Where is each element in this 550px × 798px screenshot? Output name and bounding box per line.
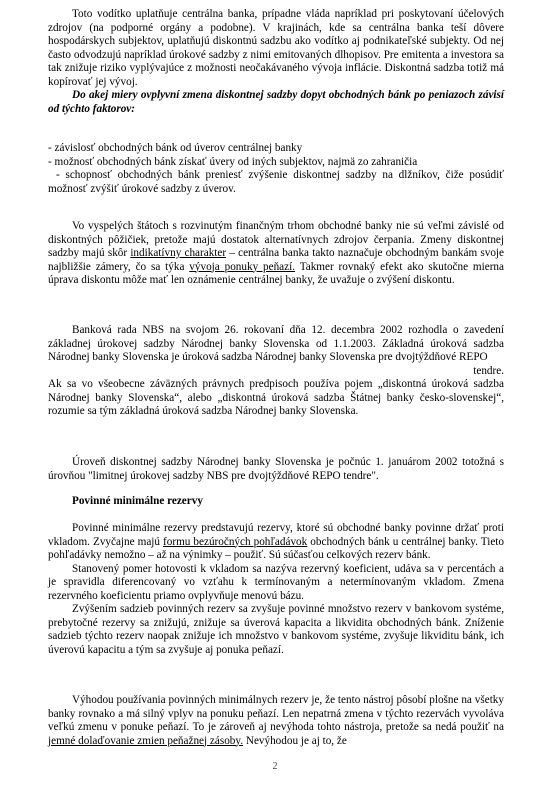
underlined-term: vývoja ponuky peňazí.: [189, 260, 296, 273]
paragraph-level: [48, 456, 504, 483]
paragraph-intro: [48, 8, 504, 116]
list-item: - možnosť obchodných bánk získať úvery od iných subjektov, najmä zo zahraničia: [48, 155, 418, 168]
section-heading: Povinné minimálne rezervy: [72, 495, 203, 507]
question-heading: Do akej miery ovplyvní zmena diskontnej sadzby dopyt obchodných bánk po peniazoch závisí od týchto faktorov:: [48, 89, 504, 115]
paragraph-text: Vo vyspelých štátoch s rozvinutým finančným trhom obchodné banky nie sú veľmi závislé od diskontných pôžičiek, pretože majú dostatok alternatívnych zdrojov čerpania. Zmeny diskontnej sadzby majú skôr: [48, 220, 504, 259]
paragraph-text: Výhodou používania povinných minimálnych rezerv je, že tento nástroj pôsobí plošne na všetky banky rovnako a má silný vplyv na ponuku peňazí. Len nepatrná zmena v týchto rezervách vyvoláva veľkú zmenu v ponuke peňazí. To je zároveň aj nevýhoda tohto nástroja, pretože sa nedá použiť na: [48, 694, 504, 733]
paragraph-nbs: [48, 324, 504, 419]
section-heading-block: [48, 495, 504, 509]
paragraph-indicative: [48, 220, 504, 288]
page-number: 2: [272, 761, 278, 772]
paragraph-text: Nevýhodou je aj to, že: [243, 734, 347, 747]
list-item: - závislosť obchodných bánk od úverov centrálnej banky: [48, 142, 303, 154]
paragraph-text: Banková rada NBS na svojom 26. rokovaní dňa 12. decembra 2002 rozhodla o zavedení základnej úrokovej sadzby Národnej banky Slovenska od 1.1.2003. Základná úroková sadzba Národnej banky Slovenska je úroková sadzba Národnej banky Slovenska pre dvojtýždňové REPO: [48, 324, 504, 363]
paragraph-reserves: [48, 522, 504, 657]
paragraph-text: – centrálna banka takto naznačuje obchodným bankám svoje najbližšie zámery, čo sa týka: [48, 247, 504, 273]
list-item: - schopnosť obchodných bánk preniesť zvýšenie diskontnej sadzby na dlžníkov, čiže posúdiť možnosť zvýšiť úrokové sadzby z úverov.: [48, 169, 504, 195]
paragraph-text: Úroveň diskontnej sadzby Národnej banky Slovenska je počnúc 1. januárom 2002 totožná s úrovňou "limitnej úrokovej sadzby NBS pre dvojtýždňové REPO tendre".: [48, 456, 504, 482]
paragraph-text: Takmer rovnaký efekt ako skutočne mierna úprava diskontu môže mať len oznámenie centrálnej banky, že uvažuje o zvýšení diskontu.: [48, 260, 504, 286]
underlined-term: jemné dolaďovanie zmien peňažnej zásoby.: [48, 734, 244, 747]
paragraph-advantage: [48, 694, 504, 748]
underlined-term: formu bezúročných pohľadávok: [163, 535, 308, 548]
paragraph-text: Povinné minimálne rezervy predstavujú rezervy, ktoré sú obchodné banky povinne držať proti vkladom. Zvyčajne majú: [48, 522, 504, 548]
paragraph-text: Ak sa vo všeobecne záväzných právnych predpisoch používa pojem „diskontná úroková sadzba Národnej banky Slovenska“, alebo „diskontná úroková sadzba Štátnej banky česko-slovenskej“, rozumie sa tým základná úroková sadzba Národnej banky Slovenska.: [48, 378, 504, 417]
paragraph-text: tendre.: [473, 364, 504, 377]
paragraph-text: obchodných bánk u centrálnej banky. Tieto pohľadávky nemožno – až na výnimky – použiť. Sú súčasťou celkových rezerv bánk.: [48, 535, 505, 561]
factor-list: [48, 142, 504, 196]
paragraph-text: Stanovený pomer hotovosti k vkladom sa nazýva rezervný koeficient, udáva sa v percentách a je spravidla diferencovaný vo vzťahu k termínovaným a netermínovaným vkladom. Zmena rezervného koeficientu priamo ovplyvňuje menovú bázu.: [48, 562, 504, 602]
paragraph-text: Toto vodítko uplatňuje centrálna banka, prípadne vláda napríklad pri poskytovaní účelových zdrojov (na podporné orgány a podobne). V krajinách, kde sa centrálna banka teší dôvere hospodárskych subjektov, uplatňujú diskontnú sadzbu ako vodítko aj podnikateľské subjekty. Od nej často odvodzujú napríklad úrokové sadzby z nimi emitovaných dlhopisov. Pre emitenta a investora sa tak znižuje riziko vyplývajúce z možnosti neočakávaného vývoja inflácie. Diskontná sadzba totiž má kopírovať jej vývoj.: [48, 8, 504, 88]
paragraph-text: Zvýšením sadzieb povinných rezerv sa zvyšuje povinné množstvo rezerv v bankovom systéme, prebytočné rezervy sa znižujú, znižuje sa úverová kapacita a likvidita obchodných bánk. Zníženie sadzieb týchto rezerv naopak znižuje ich množstvo v bankovom systéme, zvyšuje likviditu bánk, ich úverovú kapacitu a tým sa zvyšuje aj ponuka peňazí.: [48, 603, 504, 656]
underlined-term: indikatívny charakter: [130, 247, 227, 259]
